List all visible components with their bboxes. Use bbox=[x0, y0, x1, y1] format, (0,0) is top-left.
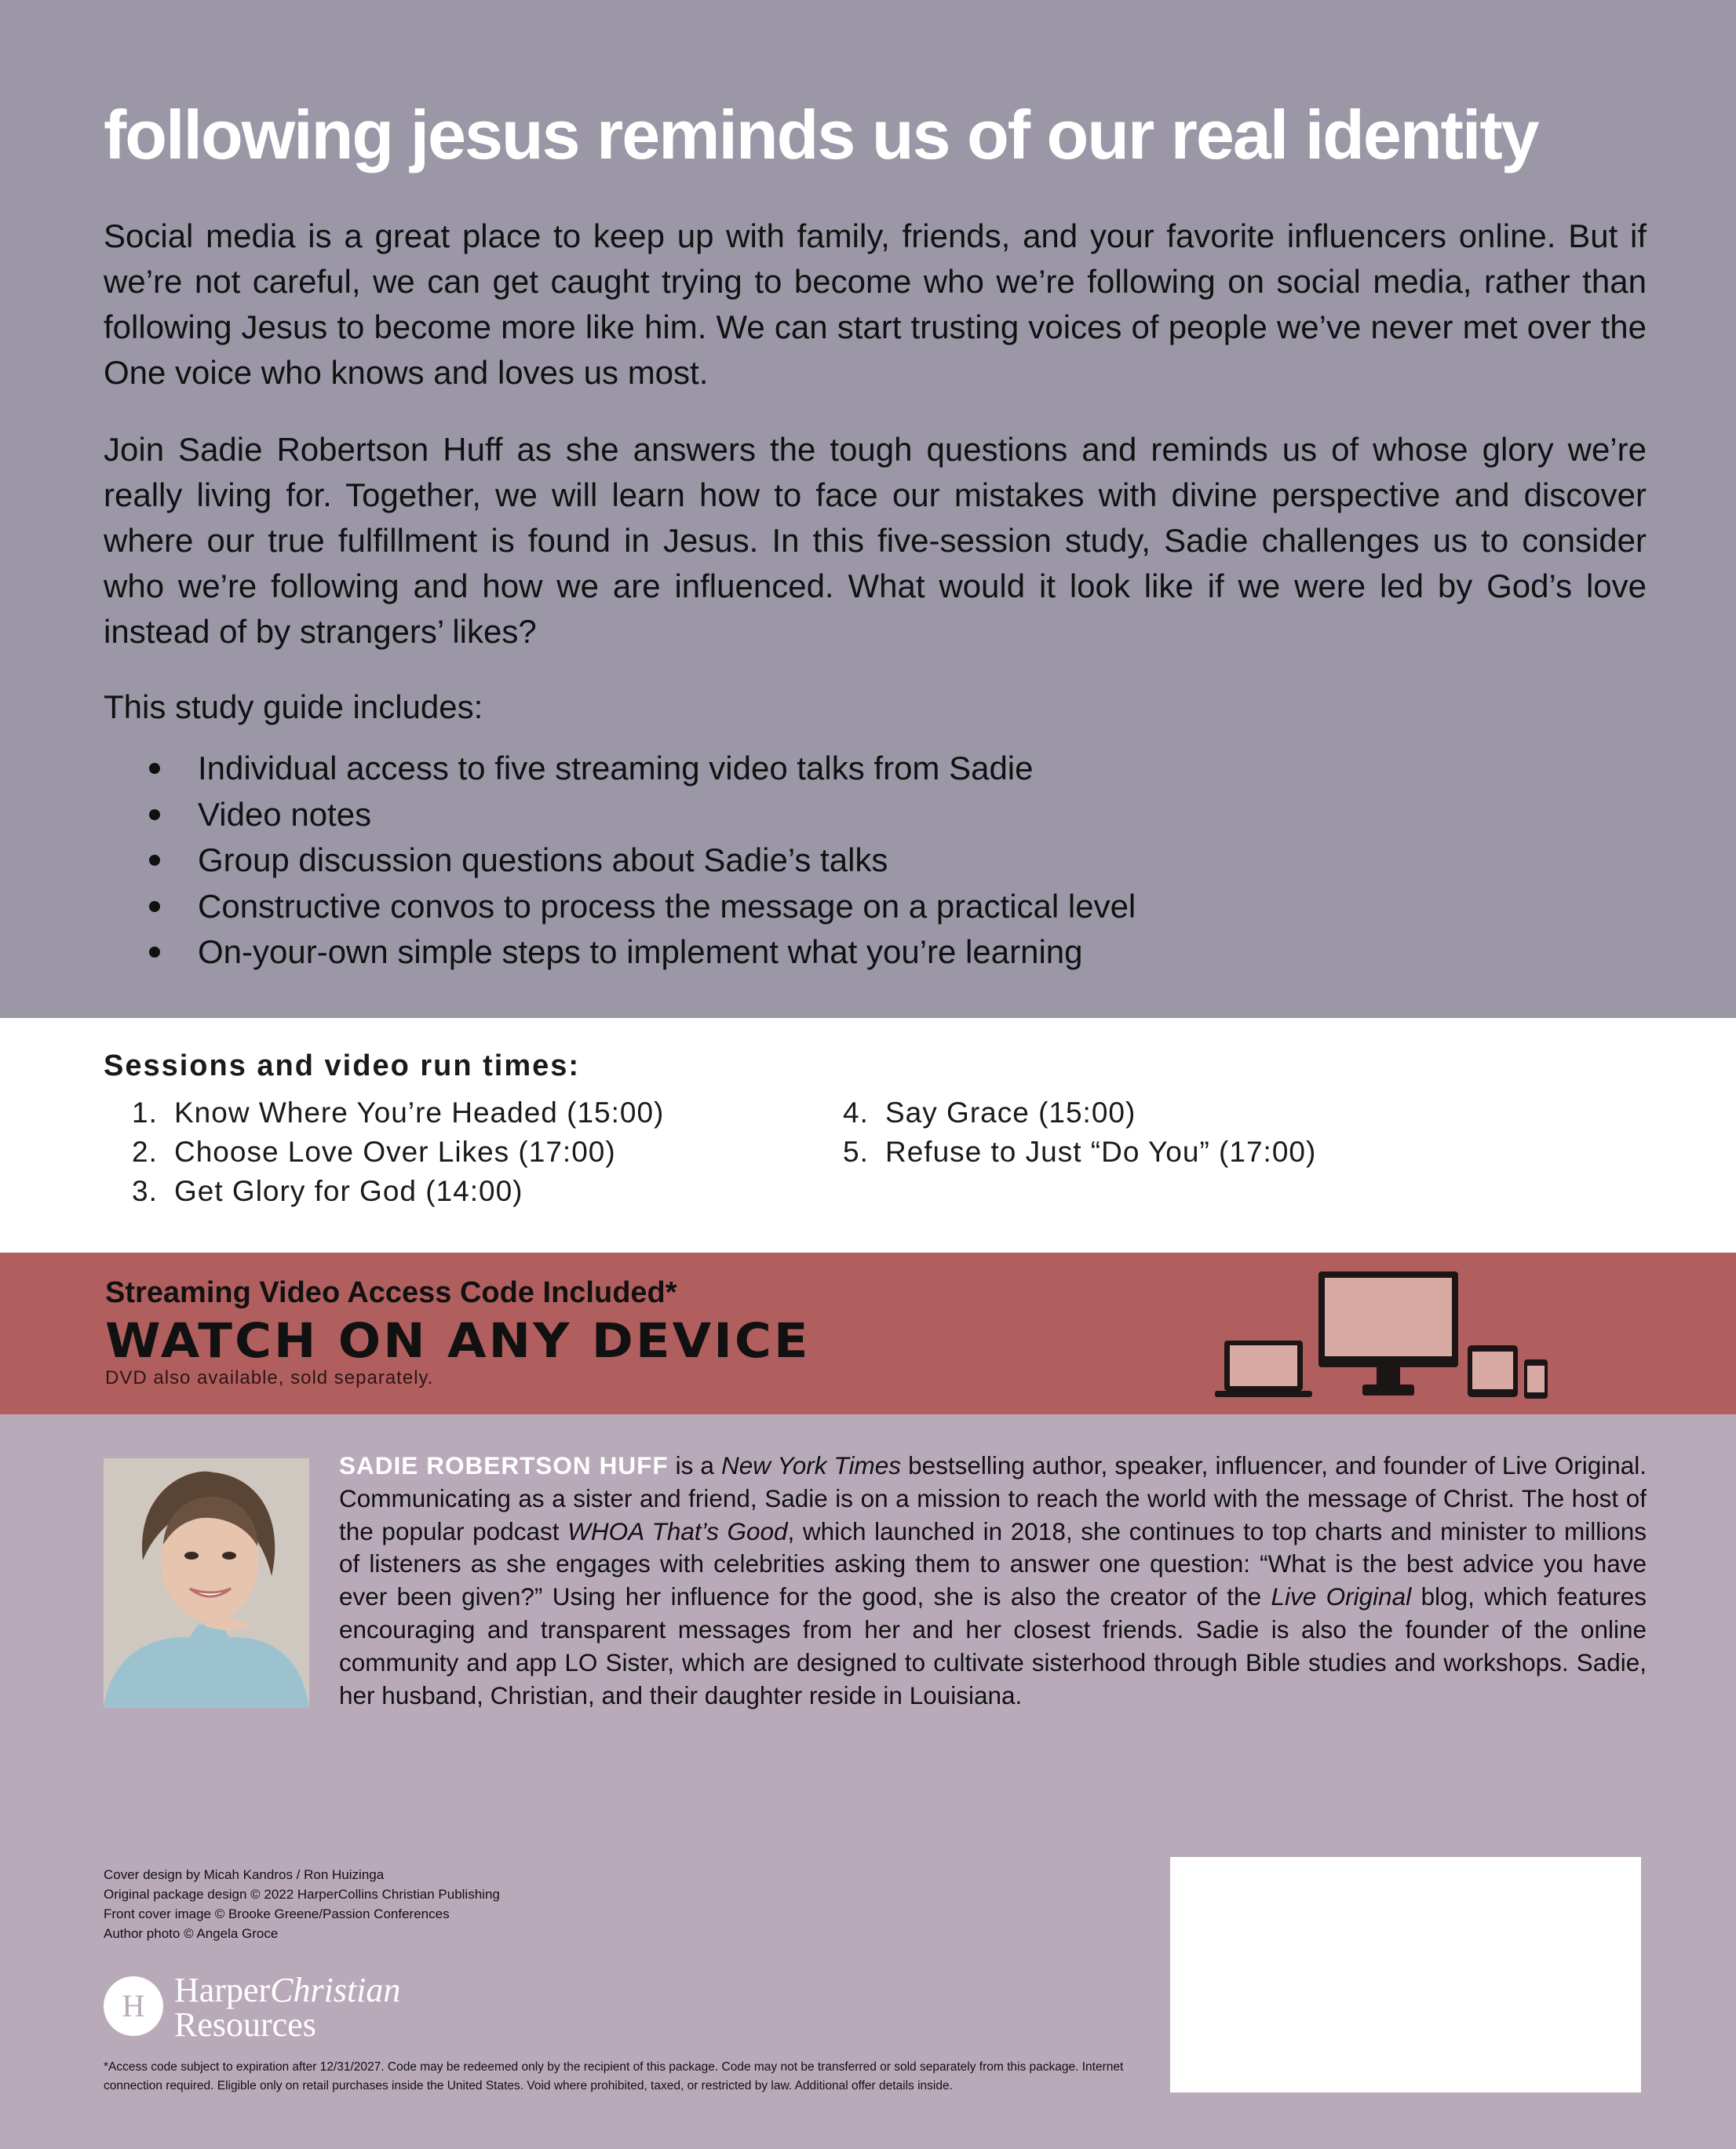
bio-text: bestselling author, speaker, influencer, and founder of Live Original. Communicating as a sister and friend, Sadie is on a mission to reach the world with the message of Christ. The host of the popular podcast bbox=[339, 1451, 1647, 1545]
dvd-note: DVD also available, sold separately. bbox=[105, 1367, 434, 1388]
logo-christian: Christian bbox=[270, 1971, 401, 2009]
streaming-banner bbox=[0, 1253, 1736, 1414]
barcode-area bbox=[1170, 1857, 1641, 2092]
bullet-icon bbox=[149, 809, 160, 820]
list-item-text: Group discussion questions about Sadie’s talks bbox=[198, 841, 888, 878]
tablet-icon bbox=[1468, 1345, 1518, 1397]
author-bio bbox=[339, 1450, 1647, 1712]
list-item bbox=[104, 884, 1595, 930]
sessions-title: Sessions and video run times: bbox=[104, 1049, 581, 1082]
devices-illustration bbox=[1209, 1268, 1554, 1402]
session-title: Choose Love Over Likes (17:00) bbox=[174, 1136, 616, 1168]
session-item bbox=[843, 1093, 1316, 1133]
bio-italic-text: New York Times bbox=[721, 1451, 902, 1479]
includes-list bbox=[104, 746, 1595, 976]
session-number: 4. bbox=[843, 1096, 869, 1129]
sessions-list-left bbox=[132, 1093, 664, 1211]
watch-any-device-title: WATCH ON ANY DEVICE bbox=[105, 1313, 811, 1370]
sessions-panel bbox=[0, 1018, 1736, 1253]
bullet-icon bbox=[149, 855, 160, 866]
session-title: Say Grace (15:00) bbox=[885, 1096, 1136, 1129]
list-item-text: Constructive convos to process the message on a practical level bbox=[198, 887, 1136, 925]
logo-wordmark bbox=[174, 1973, 400, 2042]
description-panel bbox=[0, 0, 1736, 1018]
bullet-icon bbox=[149, 947, 160, 958]
list-item bbox=[104, 792, 1595, 838]
session-item bbox=[132, 1093, 664, 1133]
headline: following jesus reminds us of our real identity bbox=[104, 96, 1538, 173]
description-paragraph-2: Join Sadie Robertson Huff as she answers the tough questions and reminds us of whose glory we’re really living for. Together, we will learn how to face our mistakes with divine perspective and discover where our true fulfillment is found in Jesus. In this five-session study, Sadie challenges us to consider who we’re following and how we are influenced. What would it look like if we were led by God’s love instead of by strangers’ likes? bbox=[104, 431, 1647, 650]
session-item bbox=[132, 1133, 664, 1172]
publisher-mark-icon bbox=[104, 1976, 163, 2036]
phone-icon bbox=[1524, 1359, 1548, 1399]
session-title: Get Glory for God (14:00) bbox=[174, 1175, 523, 1207]
disclaimer: *Access code subject to expiration after 12/31/2027. Code may be redeemed only by the recipient of this package. Code may not be transferred or sold separately from this package. Internet connection required. Eligible only on retail purchases inside the United States. Void where prohibited, taxed, or restricted by law. Additional offer details inside. bbox=[104, 2060, 1124, 2092]
bio-italic-text: Live Original bbox=[1271, 1582, 1412, 1611]
desktop-monitor-icon bbox=[1318, 1272, 1458, 1396]
bio-italic-text: WHOA That’s Good bbox=[567, 1516, 788, 1545]
session-title: Refuse to Just “Do You” (17:00) bbox=[885, 1136, 1317, 1168]
session-number: 2. bbox=[132, 1136, 158, 1168]
bullet-icon bbox=[149, 763, 160, 774]
bio-text: , which launched in 2018, she continues to top charts and minister to millions of listeners as she engages with celebrities asking them to answer one question: “What is the best advice you have ever been given?” Using her influence for the good, she is also the creator of the bbox=[339, 1516, 1647, 1611]
session-number: 1. bbox=[132, 1096, 158, 1129]
sessions-list-right bbox=[843, 1093, 1316, 1172]
session-item bbox=[132, 1172, 664, 1211]
list-item bbox=[104, 837, 1595, 884]
laptop-icon bbox=[1215, 1341, 1312, 1397]
session-number: 5. bbox=[843, 1136, 869, 1168]
logo-mark-letter: H bbox=[122, 1988, 145, 2023]
logo-resources: Resources bbox=[174, 2005, 316, 2044]
list-item-text: Individual access to five streaming video talks from Sadie bbox=[198, 750, 1034, 786]
credit-line: Front cover image © Brooke Greene/Passion Conferences bbox=[104, 1906, 450, 1921]
session-title: Know Where You’re Headed (15:00) bbox=[174, 1096, 665, 1129]
author-name: SADIE ROBERTSON HUFF bbox=[339, 1451, 669, 1479]
list-item bbox=[104, 929, 1595, 976]
list-item bbox=[104, 746, 1595, 792]
credits bbox=[104, 1865, 500, 1943]
logo-harper: Harper bbox=[174, 1971, 271, 2009]
credit-line: Original package design © 2022 HarperCollins Christian Publishing bbox=[104, 1887, 500, 1902]
session-item bbox=[843, 1133, 1316, 1172]
credit-line: Author photo © Angela Groce bbox=[104, 1926, 279, 1941]
description-paragraph-1: Social media is a great place to keep up with family, friends, and your favorite influencers online. But if we’re not careful, we can get caught trying to become who we’re following on social media, rather than following Jesus to become more like him. We can start trusting voices of people we’ve never met over the One voice who knows and loves us most. bbox=[104, 217, 1647, 391]
bullet-icon bbox=[149, 901, 160, 912]
bio-text: blog, which features encouraging and transparent messages from her and her closest friends. Sadie is also the founder of the online community and app LO Sister, which are designed to cultivate sisterhood through Bible studies and workshops. Sadie, her husband, Christian, and their daughter reside in Louisiana. bbox=[339, 1582, 1647, 1709]
credit-line: Cover design by Micah Kandros / Ron Huizinga bbox=[104, 1867, 385, 1882]
list-item-text: Video notes bbox=[198, 795, 372, 833]
author-portrait-icon bbox=[104, 1458, 309, 1708]
list-item-text: On-your-own simple steps to implement what you’re learning bbox=[198, 933, 1083, 970]
streaming-code-note: Streaming Video Access Code Included* bbox=[105, 1276, 677, 1309]
session-number: 3. bbox=[132, 1175, 158, 1207]
includes-intro: This study guide includes: bbox=[104, 688, 483, 725]
author-photo bbox=[104, 1458, 309, 1708]
bio-text: is a bbox=[668, 1451, 721, 1479]
